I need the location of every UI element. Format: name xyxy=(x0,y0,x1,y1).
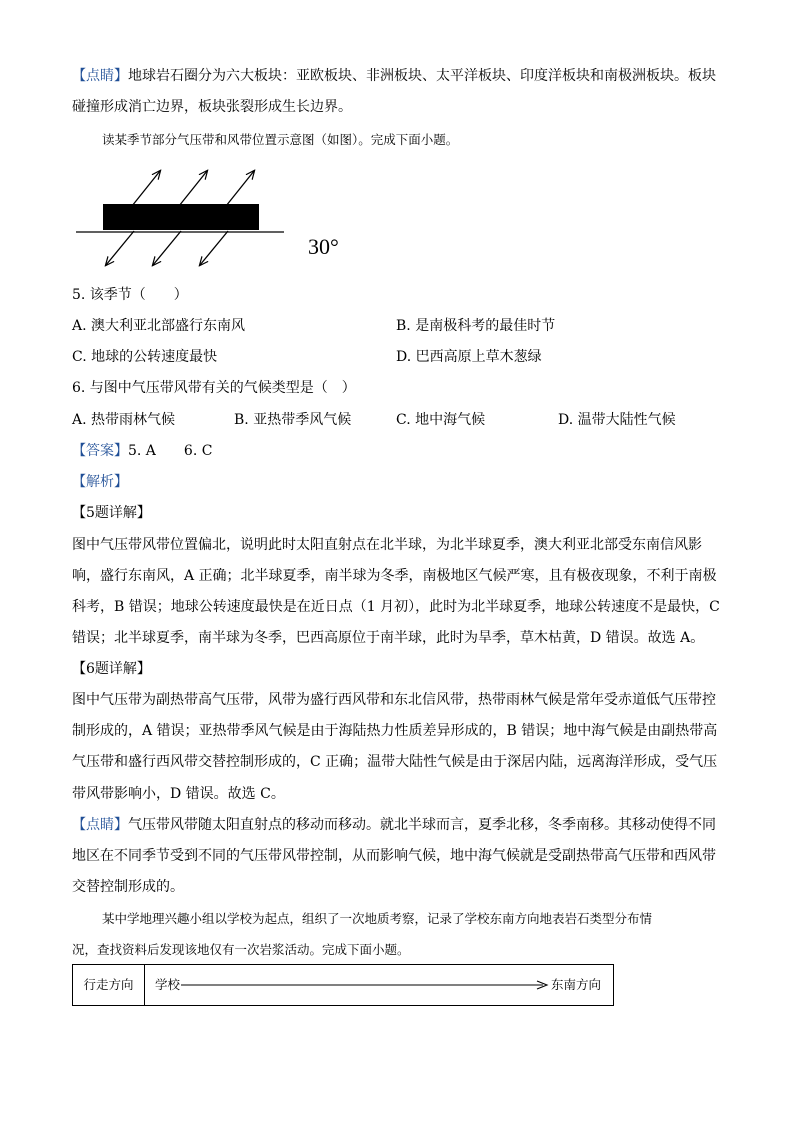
question-intro: 读某季节部分气压带和风带位置示意图（如图）。完成下面小题。 xyxy=(102,132,459,147)
q5-detail-line: 图中气压带风带位置偏北，说明此时太阳直射点在北半球，为北半球夏季，澳大利亚北部受东南信风影 xyxy=(72,537,702,553)
q5-detail-line: 科考，B 错误；地球公转速度最快是在近日点（1 月初），此时为北半球夏季，地球公转速度不是最快，C xyxy=(72,599,720,615)
q5-option-d: D. 巴西高原上草木葱绿 xyxy=(396,349,542,365)
direction-table xyxy=(72,964,614,1006)
tip-tag: 【点睛】 xyxy=(72,817,128,833)
pressure-belt xyxy=(103,204,259,230)
tip-paragraph-1-line2: 碰撞形成消亡边界，板块张裂形成生长边界。 xyxy=(72,99,352,115)
q5-option-c: C. 地球的公转速度最快 xyxy=(72,349,218,365)
q5-option-a: A. 澳大利亚北部盛行东南风 xyxy=(72,318,246,334)
q6-detail-line: 带风带影响小，D 错误。故选 C。 xyxy=(72,786,285,802)
q6-detail-line: 图中气压带为副热带高气压带，风带为盛行西风带和东北信风带，热带雨林气候是常年受赤道低气压带控 xyxy=(72,692,716,708)
q6-option-b: B. 亚热带季风气候 xyxy=(234,412,352,428)
wind-arrow-down xyxy=(106,231,134,265)
tip-tag: 【点睛】 xyxy=(72,68,128,84)
q5-stem: 5. 该季节（ ） xyxy=(72,287,188,303)
q6-detail-line: 制形成的，A 错误；亚热带季风气候是由于海陆热力性质差异形成的，B 错误；地中海气候是由副热带高 xyxy=(72,723,718,739)
latitude-label: 30° xyxy=(308,234,339,259)
answer-tag: 【答案】 xyxy=(72,443,128,459)
q6-detail-line: 气压带和盛行西风带交替控制形成的，C 正确；温带大陆性气候是由于深居内陆，远离海洋形成，受气压 xyxy=(72,754,718,770)
wind-arrow-down xyxy=(200,231,228,265)
tip-paragraph-2: 【点睛】气压带风带随太阳直射点的移动而移动。就北半球而言，夏季北移，冬季南移。其移动使得不同 xyxy=(72,817,716,833)
q5-option-b: B. 是南极科考的最佳时节 xyxy=(396,318,556,334)
q5-detail-title: 【5题详解】 xyxy=(72,505,151,521)
wind-arrow-up xyxy=(226,171,254,206)
q5-detail-line: 错误；北半球夏季，南半球为冬季，巴西高原位于南半球，此时为旱季，草木枯黄，D 错误。故选 A。 xyxy=(72,630,705,646)
table-end-label: 东南方向 xyxy=(551,977,602,992)
tip-paragraph-2-line: 交替控制形成的。 xyxy=(72,879,184,895)
answer-line: 【答案】5. A 6. C xyxy=(72,443,213,459)
q6-option-d: D. 温带大陆性气候 xyxy=(558,412,676,428)
wind-arrow-down xyxy=(153,231,181,265)
q5-detail-line: 响，盛行东南风，A 正确；北半球夏季，南半球为冬季，南极地区气候严寒，且有极夜现象，不利于南极 xyxy=(72,568,717,584)
table-start-label: 学校 xyxy=(155,977,181,992)
analysis-tag: 【解析】 xyxy=(72,474,128,490)
wind-arrow-up xyxy=(179,171,207,206)
q6-option-a: A. 热带雨林气候 xyxy=(72,412,176,428)
q6-stem: 6. 与图中气压带风带有关的气候类型是（ ） xyxy=(72,380,356,396)
question-intro-2-line: 况，查找资料后发现该地仅有一次岩浆活动。完成下面小题。 xyxy=(72,942,410,957)
direction-arrow xyxy=(181,979,551,991)
question-intro-2: 某中学地理兴趣小组以学校为起点，组织了一次地质考察，记录了学校东南方向地表岩石类型分布情 xyxy=(102,911,653,926)
wind-arrow-up xyxy=(132,171,160,206)
q6-option-c: C. 地中海气候 xyxy=(396,412,486,428)
table-head-cell: 行走方向 xyxy=(73,965,145,1005)
pressure-wind-belt-figure xyxy=(72,163,362,273)
tip-paragraph-1: 【点睛】地球岩石圈分为六大板块：亚欧板块、非洲板块、太平洋板块、印度洋板块和南极洲板块。板块 xyxy=(72,68,716,84)
q6-detail-title: 【6题详解】 xyxy=(72,661,151,677)
tip-paragraph-2-line: 地区在不同季节受到不同的气压带风带控制，从而影响气候，地中海气候就是受副热带高气压带和西风带 xyxy=(72,848,716,864)
